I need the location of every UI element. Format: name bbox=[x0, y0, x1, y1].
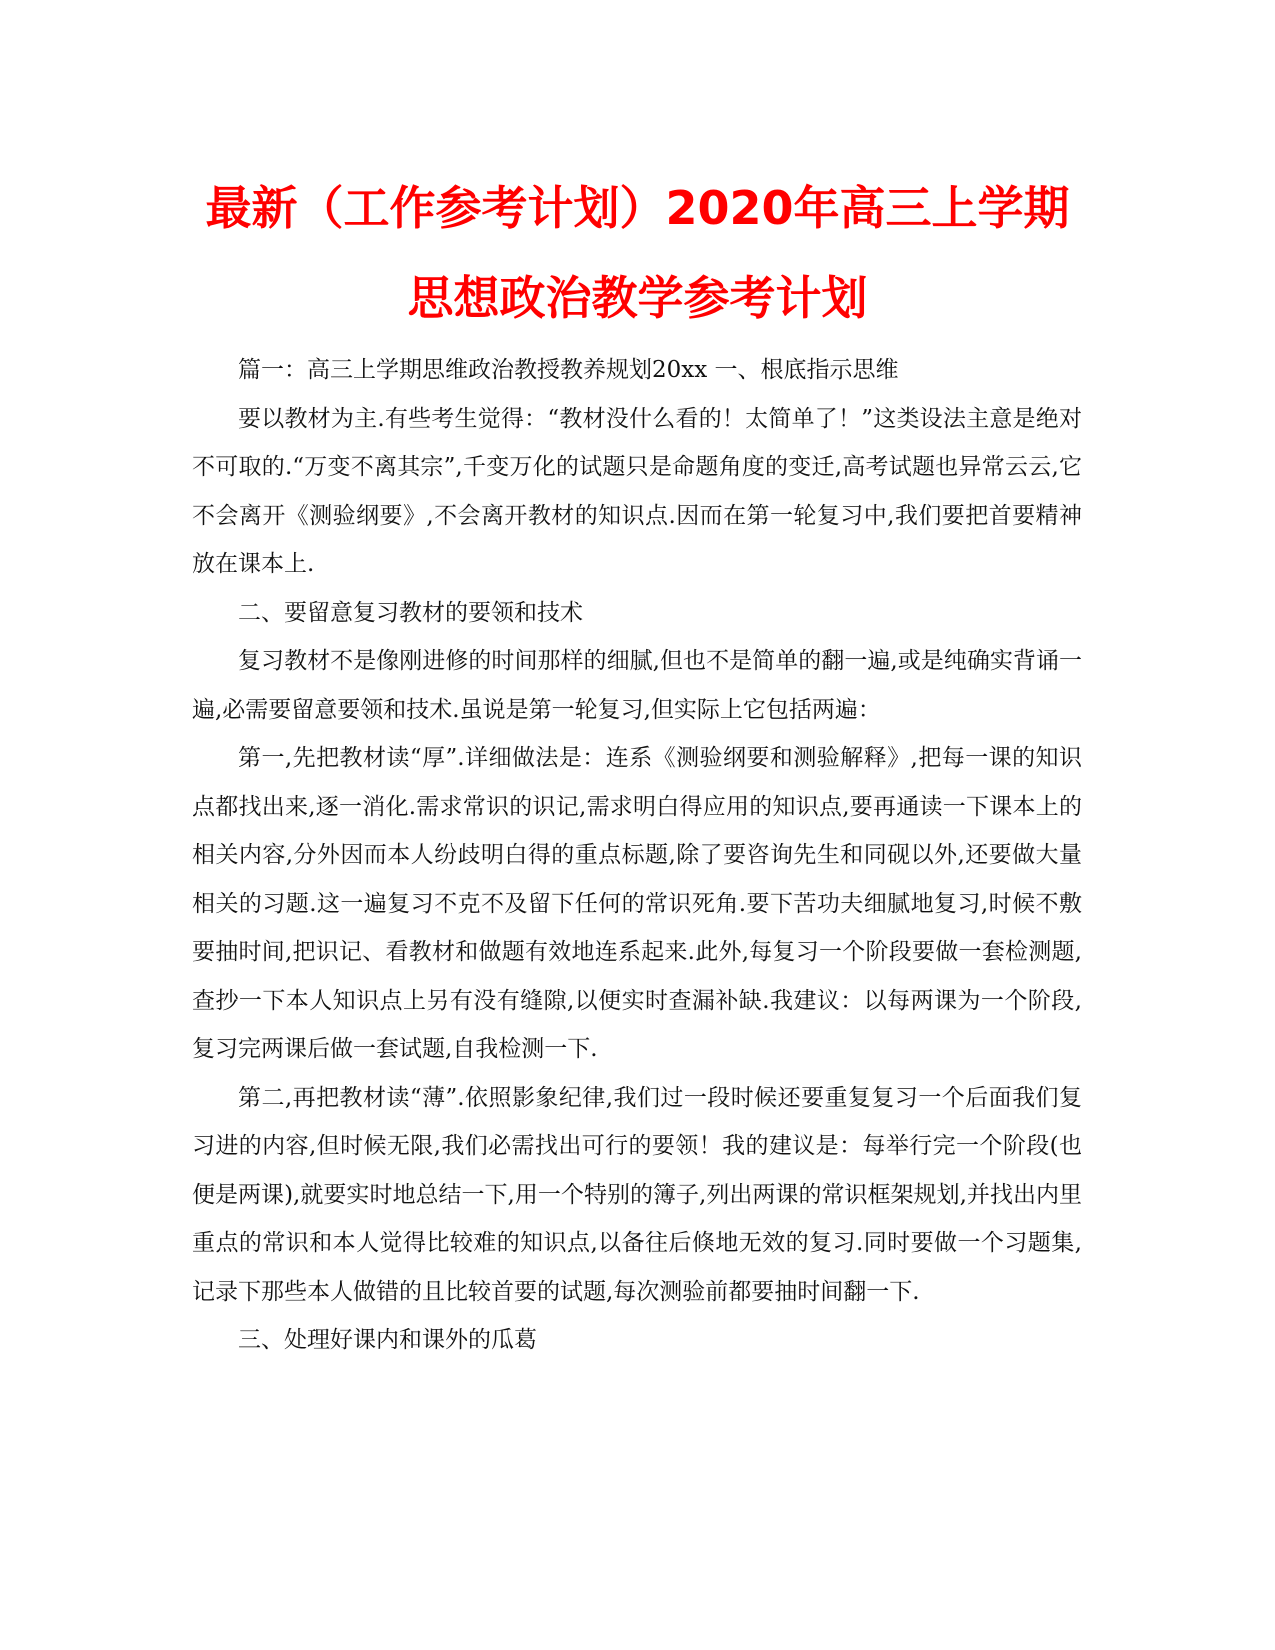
paragraph-review-method: 复习教材不是像刚进修的时间那样的细腻,但也不是简单的翻一遍,或是纯确实背诵一遍,必需要留意要领和技术.虽说是第一轮复习,但实际上它包括两遍： bbox=[192, 648, 1082, 723]
document-body bbox=[192, 346, 1082, 1365]
paragraph-intro: 篇一：高三上学期思维政治教授教养规划20xx 一、根底指示思维 bbox=[238, 357, 899, 383]
section-heading-2: 二、要留意复习教材的要领和技术 bbox=[238, 599, 583, 626]
document-title-line-2: 思想政治教学参考计划 bbox=[407, 271, 868, 325]
paragraph-read-thin: 第二,再把教材读“薄”.依照影象纪律,我们过一段时候还要重复复习一个后面我们复习进的内容,但时候无限,我们必需找出可行的要领！我的建议是：每举行完一个阶段(也便是两课),就要实时地总结一下,用一个特别的簿子,列出两课的常识框架规划,并找出内里重点的常识和本人觉得比较难的知识点,以备往后倏地无效的复习.同时要做一个习题集,记录下那些本人做错的且比较首要的试题,每次测验前都要抽时间翻一下. bbox=[192, 1084, 1082, 1305]
document-title-line-1: 最新（工作参考计划）2020年高三上学期 bbox=[205, 181, 1070, 235]
paragraph-read-thick: 第一,先把教材读“厚”.详细做法是：连系《测验纲要和测验解释》,把每一课的知识点都找出来,逐一消化.需求常识的识记,需求明白得应用的知识点,要再通读一下课本上的相关内容,分外因而本人纷歧明白得的重点标题,除了要咨询先生和同砚以外,还要做大量相关的习题.这一遍复习不克不及留下任何的常识死角.要下苦功夫细腻地复习,时候不敷要抽时间,把识记、看教材和做题有效地连系起来.此外,每复习一个阶段要做一套检测题,查抄一下本人知识点上另有没有缝隙,以便实时查漏补缺.我建议：以每两课为一个阶段,复习完两课后做一套试题,自我检测一下. bbox=[192, 745, 1082, 1062]
section-heading-3: 三、处理好课内和课外的瓜葛 bbox=[238, 1327, 537, 1353]
paragraph-textbook-focus: 要以教材为主.有些考生觉得：“教材没什么看的！太简单了！”这类设法主意是绝对不可取的.“万变不离其宗”,千变万化的试题只是命题角度的变迁,高考试题也异常云云,它不会离开《测验纲要》,不会离开教材的知识点.因而在第一轮复习中,我们要把首要精神放在课本上. bbox=[192, 405, 1082, 577]
